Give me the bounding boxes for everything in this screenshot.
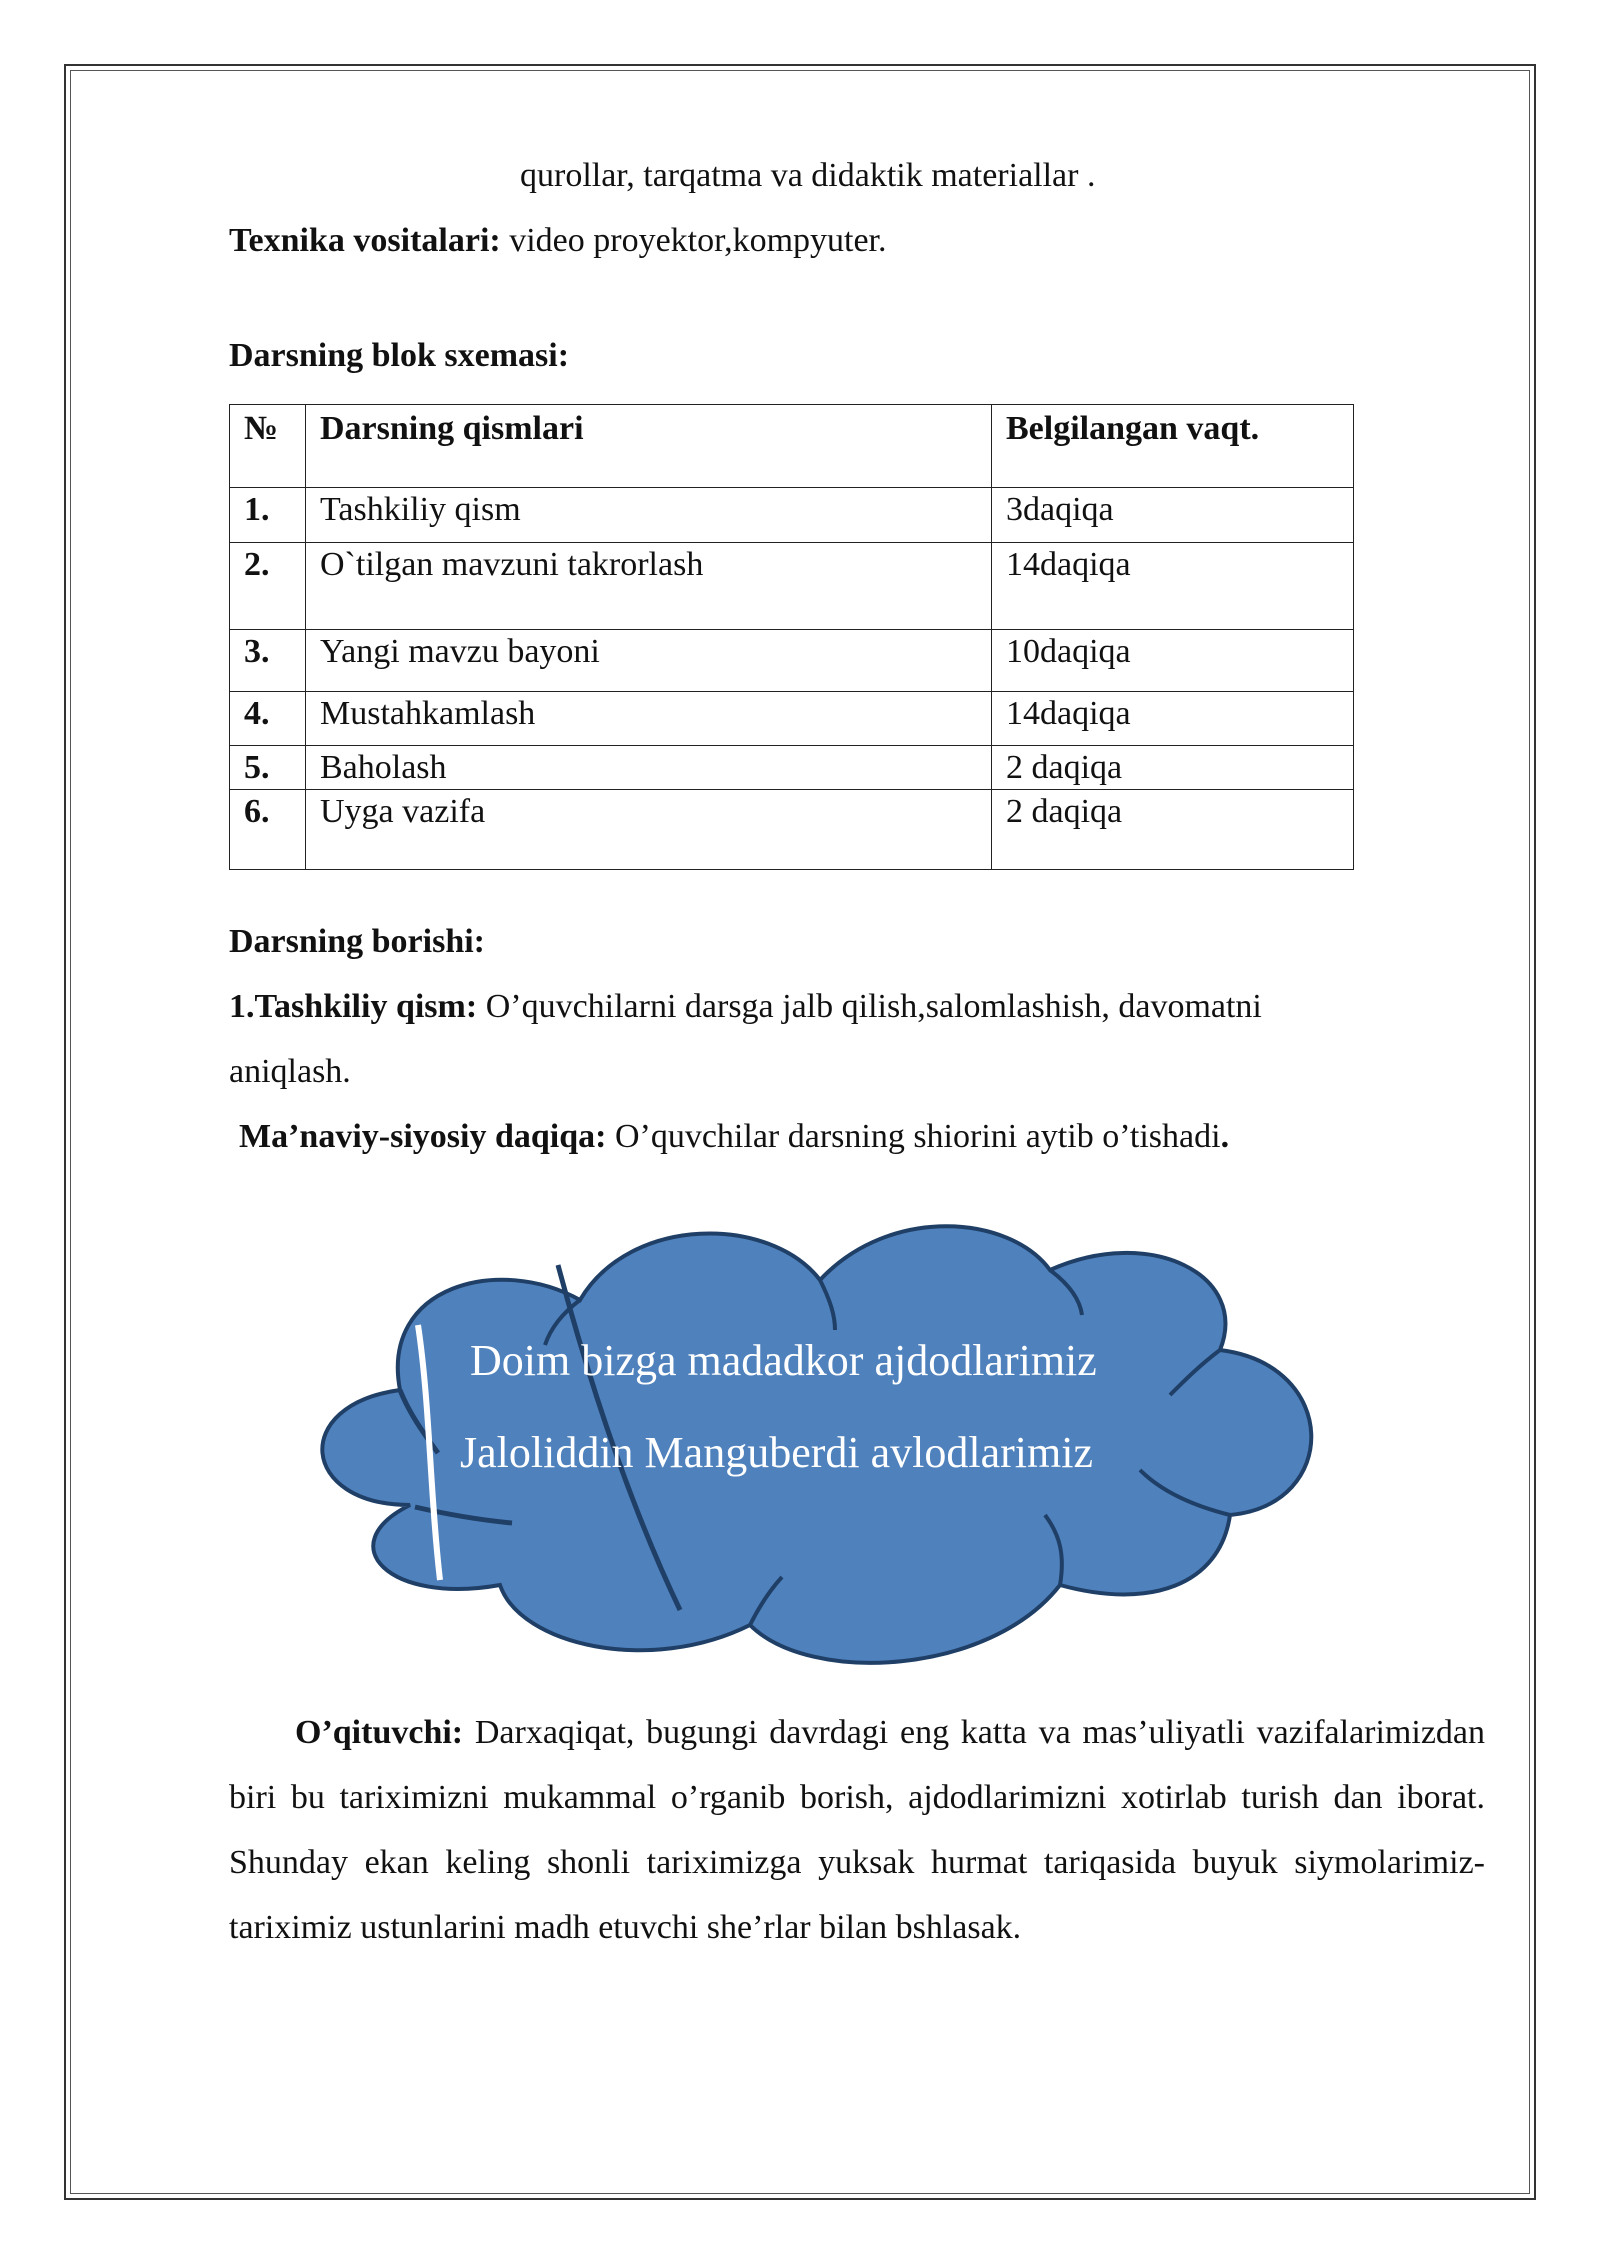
table-row	[230, 692, 1354, 746]
row-number: 4.	[230, 692, 306, 746]
row-time: 14daqiqa	[992, 543, 1354, 630]
row-time: 10daqiqa	[992, 630, 1354, 692]
blok-heading: Darsning blok sxemasi:	[229, 337, 570, 374]
row-part: Uyga vazifa	[306, 790, 992, 870]
tashkiliy-text-cont: aniqlash.	[229, 1053, 351, 1090]
table-row	[230, 488, 1354, 543]
borishi-heading: Darsning borishi:	[229, 923, 485, 960]
header-line: qurollar, tarqatma va didaktik materiallar .	[520, 157, 1096, 194]
row-number: 2.	[230, 543, 306, 630]
slogan-cloud	[290, 1205, 1340, 1685]
row-time: 2 daqiqa	[992, 790, 1354, 870]
row-number: 5.	[230, 746, 306, 790]
row-number: 6.	[230, 790, 306, 870]
manaviy-line	[239, 1115, 1229, 1159]
oqituvchi-paragraph	[229, 1700, 1485, 1960]
header-time: Belgilangan vaqt.	[992, 405, 1354, 488]
table-row	[230, 630, 1354, 692]
row-number: 1.	[230, 488, 306, 543]
row-part: Tashkiliy qism	[306, 488, 992, 543]
texnika-label: Texnika vositalari:	[229, 222, 501, 259]
cloud-line-1: Doim bizga madadkor ajdodlarimiz	[470, 1336, 1097, 1385]
row-part: Mustahkamlash	[306, 692, 992, 746]
row-time: 2 daqiqa	[992, 746, 1354, 790]
header-parts: Darsning qismlari	[306, 405, 992, 488]
header-number: №	[230, 405, 306, 488]
oqituvchi-text: Darxaqiqat, bugungi davrdagi eng katta va mas’uliyatli vazifalarimizdan biri bu tariximizni mukammal o’rganib borish, ajdodlarimizni xotirlab turish dan iborat. Shunday ekan keling shonli tariximizga yuksak hurmat tariqasida buyuk siymolarimiz-tariximiz ustunlarini madh etuvchi she’rlar bilan bshlasak.	[229, 1714, 1485, 1946]
row-time: 3daqiqa	[992, 488, 1354, 543]
table-row	[230, 746, 1354, 790]
row-number: 3.	[230, 630, 306, 692]
row-part: Baholash	[306, 746, 992, 790]
row-part: Yangi mavzu bayoni	[306, 630, 992, 692]
row-time: 14daqiqa	[992, 692, 1354, 746]
tashkiliy-text: O’quvchilarni darsga jalb qilish,salomlashish, davomatni	[477, 988, 1262, 1025]
manaviy-end: .	[1220, 1118, 1230, 1155]
table-header-row	[230, 405, 1354, 488]
tashkiliy-line	[229, 985, 1262, 1029]
tashkiliy-label: 1.Tashkiliy qism:	[229, 988, 478, 1025]
texnika-line	[229, 219, 887, 263]
manaviy-text: O’quvchilar darsning shiorini aytib o’tishadi	[606, 1118, 1221, 1155]
blok-table	[229, 404, 1354, 870]
row-part: O`tilgan mavzuni takrorlash	[306, 543, 992, 630]
table-row	[230, 790, 1354, 870]
cloud-line-2: Jaloliddin Manguberdi avlodlarimiz	[460, 1428, 1093, 1477]
table-row	[230, 543, 1354, 630]
texnika-value: video proyektor,kompyuter.	[500, 222, 887, 259]
oqituvchi-label: O’qituvchi:	[295, 1714, 464, 1751]
manaviy-label: Ma’naviy-siyosiy daqiqa:	[239, 1118, 607, 1155]
